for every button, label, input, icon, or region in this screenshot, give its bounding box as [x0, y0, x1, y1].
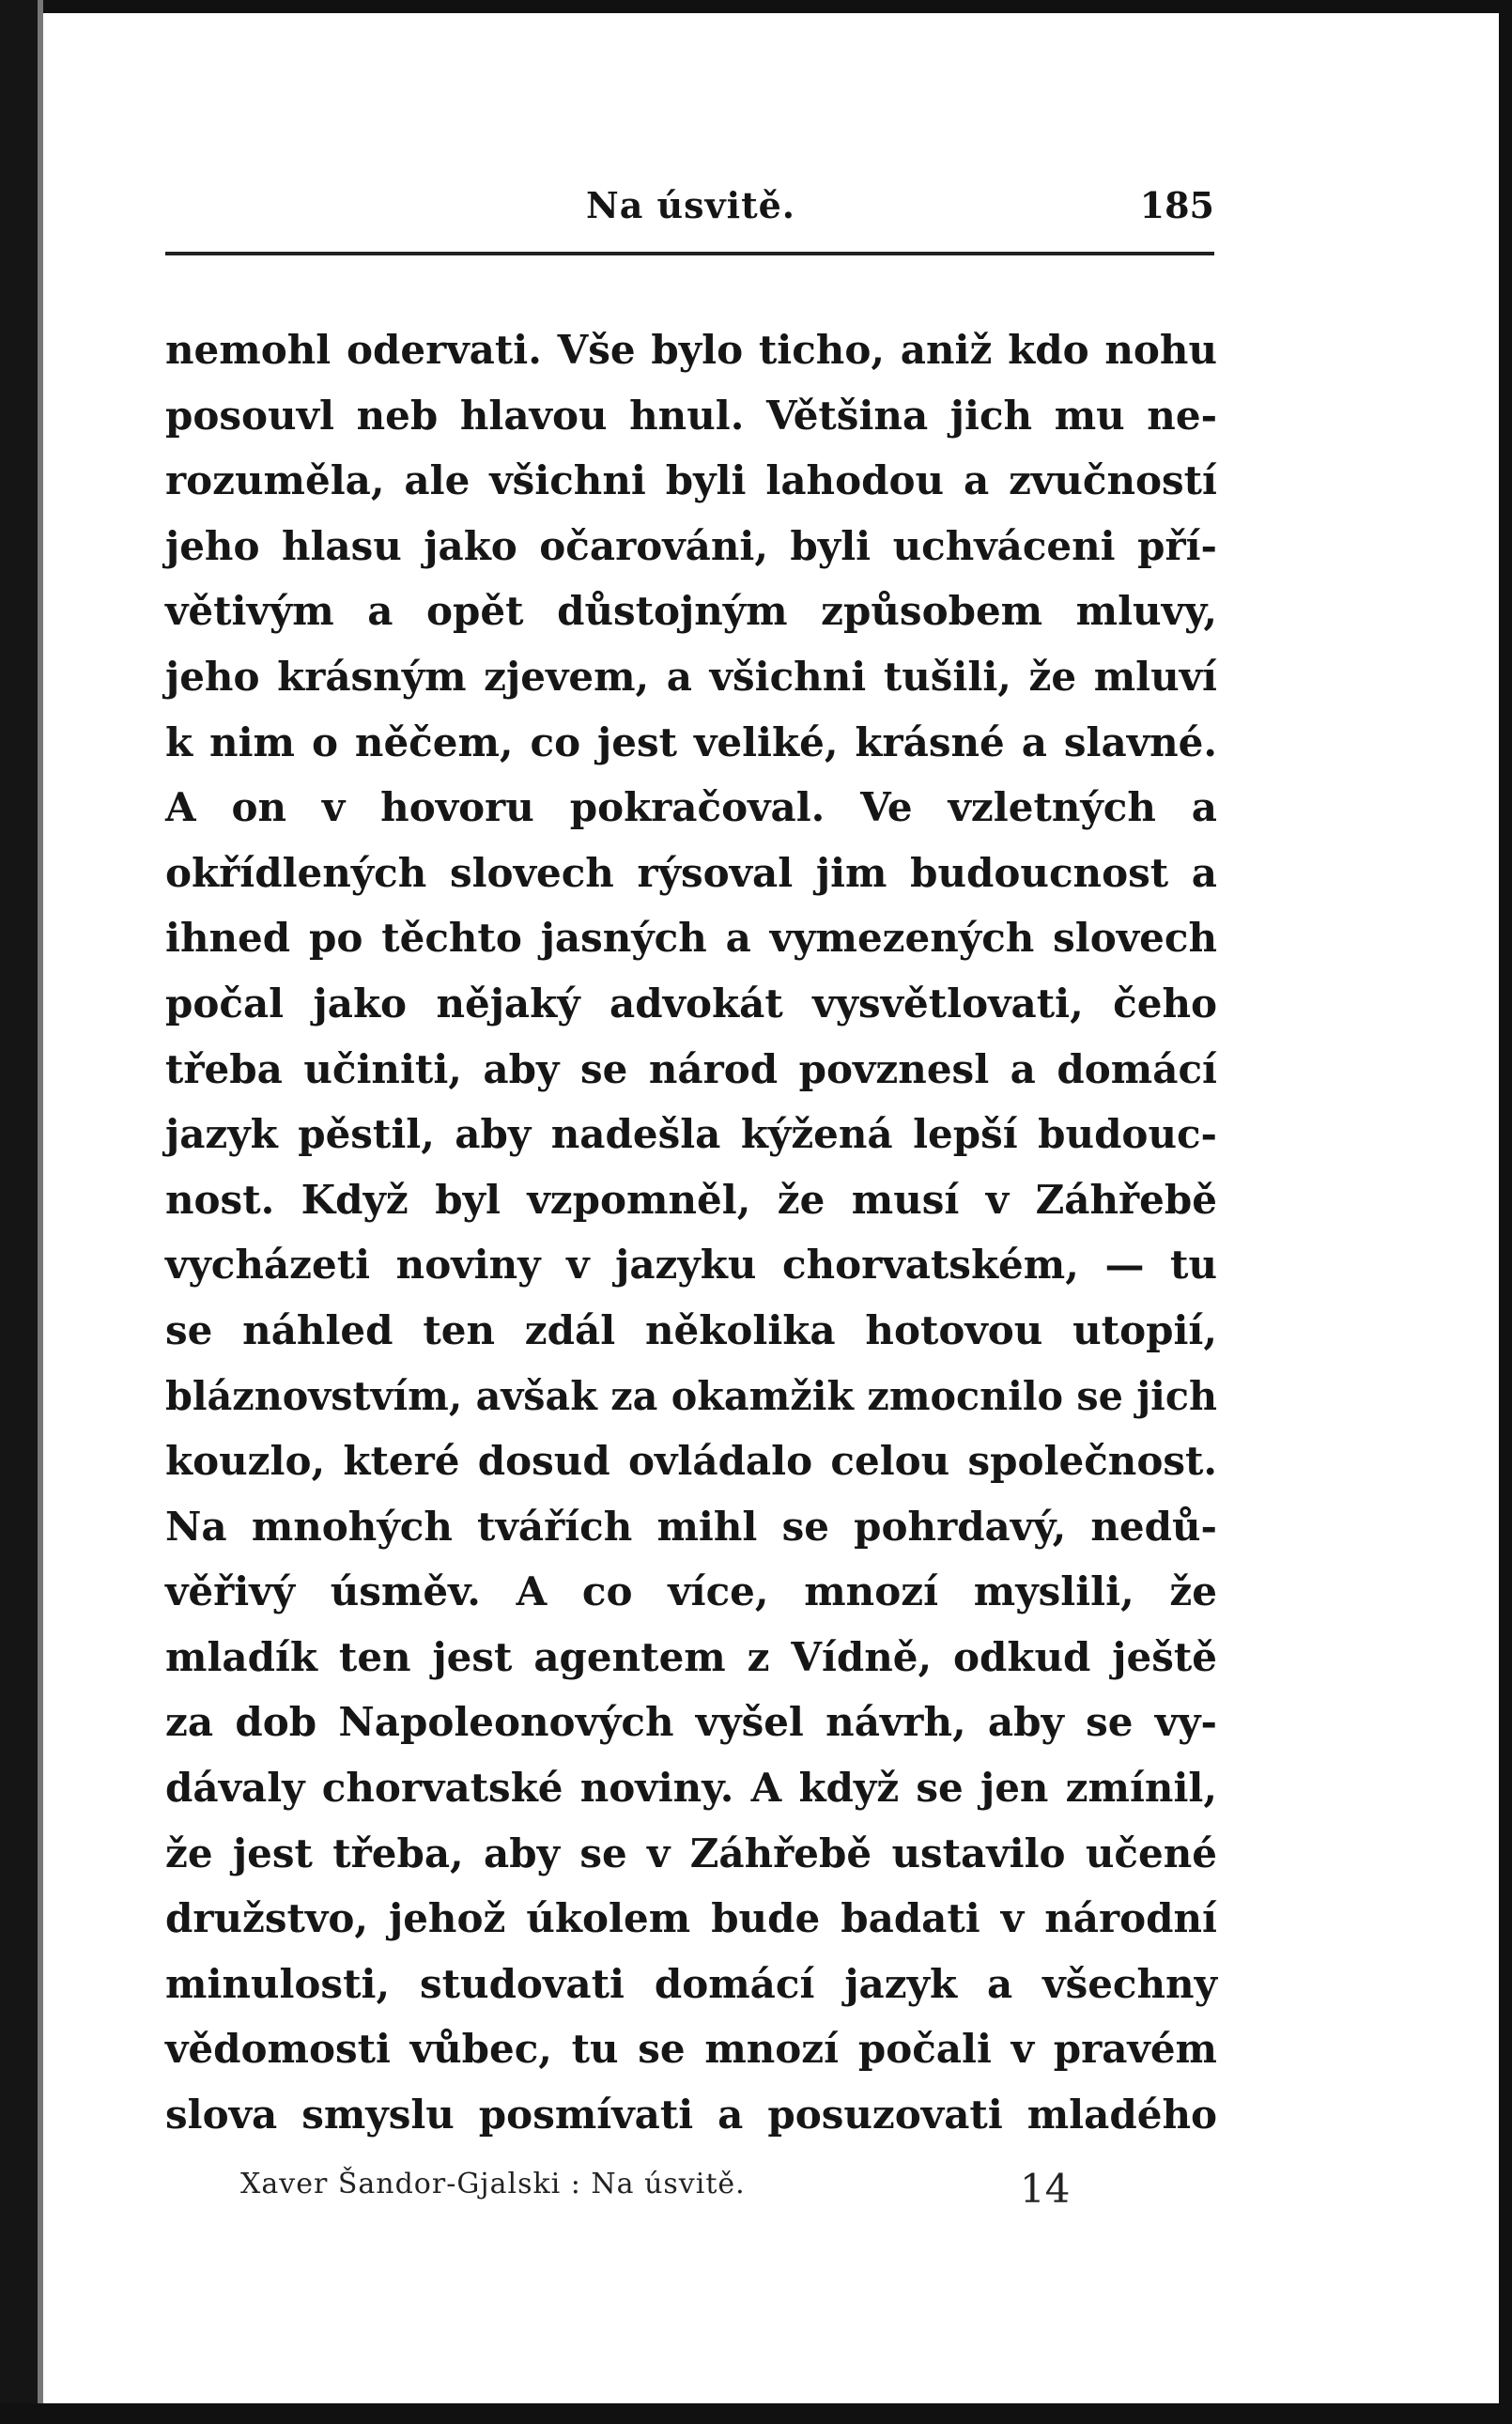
text-line: za dob Napoleonových vyšel návrh, aby se vy- — [165, 1699, 1217, 1746]
scan-border-left — [0, 0, 38, 2424]
text-line: se náhled ten zdál několika hotovou utopií, — [165, 1306, 1217, 1353]
text-line: kouzlo, které dosud ovládalo celou společnost. — [165, 1438, 1217, 1485]
text-line: počal jako nějaký advokát vysvětlovati, čeho — [165, 980, 1217, 1027]
scan-border-left-shadow — [38, 0, 43, 2424]
scan-border-right — [1499, 0, 1512, 2424]
text-line: jeho hlasu jako očarováni, byli uchváceni pří- — [165, 522, 1217, 569]
text-line: nemohl odervati. Vše bylo ticho, aniž kdo nohu — [165, 327, 1217, 373]
text-line: třeba učiniti, aby se národ povznesl a domácí — [165, 1045, 1217, 1092]
text-line: větivým a opět důstojným způsobem mluvy, — [165, 588, 1217, 635]
text-line: vědomosti vůbec, tu se mnozí počali v pravém — [165, 2026, 1217, 2073]
scan-border-top — [0, 0, 1512, 13]
text-line: mladík ten jest agentem z Vídně, odkud ještě — [165, 1633, 1217, 1680]
text-line: dávaly chorvatské noviny. A když se jen zmínil, — [165, 1765, 1217, 1812]
text-line: vycházeti noviny v jazyku chorvatském, — tu — [165, 1242, 1217, 1289]
text-line: posouvl neb hlavou hnul. Většina jich mu ne- — [165, 392, 1217, 439]
text-line: nost. Když byl vzpomněl, že musí v Záhřebě — [165, 1176, 1217, 1223]
page-number: 185 — [1139, 184, 1214, 226]
text-line: bláznovstvím, avšak za okamžik zmocnilo se jich — [165, 1372, 1217, 1419]
text-line: že jest třeba, aby se v Záhřebě ustavilo učené — [165, 1830, 1217, 1876]
text-line: okřídlených slovech rýsoval jim budoucnost a — [165, 849, 1217, 896]
text-line: ihned po těchto jasných a vymezených slovech — [165, 915, 1217, 962]
text-line: k nim o něčem, co jest veliké, krásné a slavné. — [165, 718, 1217, 765]
text-line: A on v hovoru pokračoval. Ve vzletných a — [165, 784, 1217, 831]
text-line: jazyk pěstil, aby nadešla kýžená lepší budouc- — [165, 1111, 1217, 1158]
text-line: Na mnohých tvářích mihl se pohrdavý, nedů- — [165, 1503, 1217, 1550]
header-rule — [165, 252, 1214, 255]
sheet-number: 14 — [1020, 2166, 1071, 2212]
text-line: věřivý úsměv. A co více, mnozí myslili, že — [165, 1568, 1217, 1615]
text-line: slova smyslu posmívati a posuzovati mladého — [165, 2092, 1217, 2138]
signature-line: Xaver Šandor-Gjalski : Na úsvitě. — [240, 2168, 746, 2200]
running-title: Na úsvitě. — [585, 184, 796, 226]
text-line: družstvo, jehož úkolem bude badati v národní — [165, 1895, 1217, 1942]
body-text — [165, 317, 1217, 2148]
scan-border-bottom — [0, 2403, 1512, 2424]
text-line: rozuměla, ale všichni byli lahodou a zvučností — [165, 457, 1217, 504]
text-line: jeho krásným zjevem, a všichni tušili, že mluví — [165, 653, 1217, 700]
text-line: minulosti, studovati domácí jazyk a všechny — [165, 1960, 1217, 2007]
running-head — [167, 184, 1214, 237]
